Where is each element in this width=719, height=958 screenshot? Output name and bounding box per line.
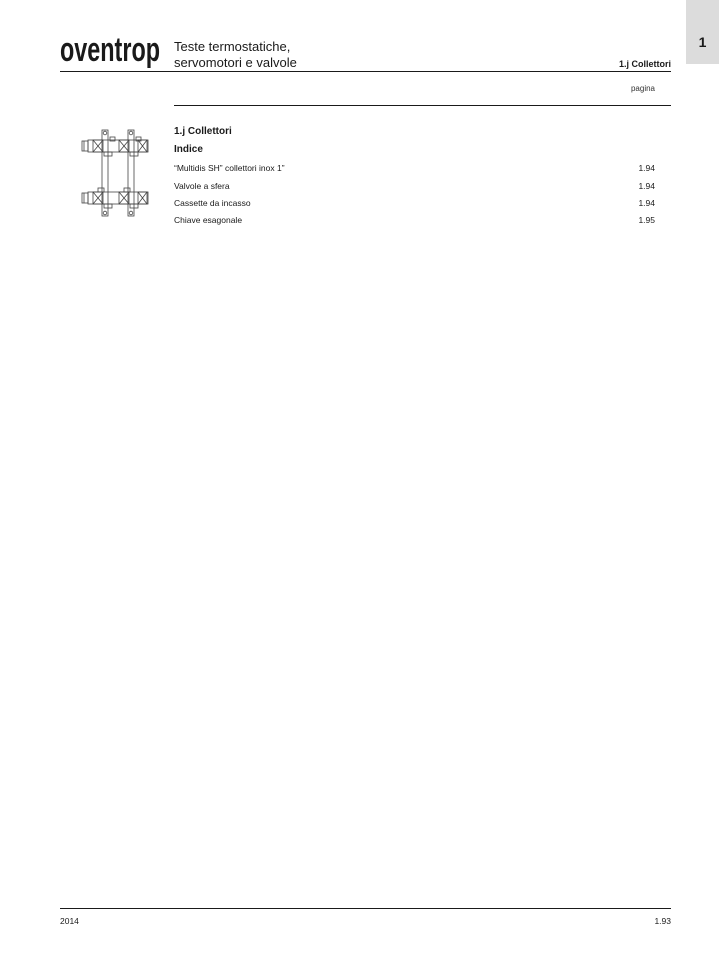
index-row[interactable] <box>174 181 655 193</box>
index-heading: Indice <box>174 144 203 155</box>
index-rule <box>174 105 671 106</box>
index-row[interactable] <box>174 198 655 210</box>
index-row[interactable] <box>174 215 655 227</box>
svg-text:oventrop: oventrop <box>60 31 160 69</box>
title-line-1: Teste termostatiche, <box>174 39 291 54</box>
index-row-label: Cassette da incasso <box>174 198 251 208</box>
index-row[interactable] <box>174 163 655 175</box>
footer-rule <box>60 908 671 909</box>
footer-year: 2014 <box>60 916 79 926</box>
oventrop-logo <box>60 31 160 67</box>
header-rule <box>60 71 671 72</box>
page-column-label: pagina <box>630 84 655 93</box>
index-row-page: 1.94 <box>638 163 655 173</box>
footer-page-number: 1.93 <box>654 916 671 926</box>
index-row-page: 1.94 <box>638 198 655 208</box>
section-label: 1.j Collettori <box>618 59 671 69</box>
manifold-illustration-icon <box>80 126 152 219</box>
index-row-label: Valvole a sfera <box>174 181 230 191</box>
index-row-page: 1.95 <box>638 215 655 225</box>
index-row-page: 1.94 <box>638 181 655 191</box>
chapter-tab <box>686 0 719 64</box>
document-title <box>174 39 297 71</box>
chapter-tab-number: 1 <box>698 34 707 50</box>
index-section-title: 1.j Collettori <box>174 126 232 137</box>
title-line-2: servomotori e valvole <box>174 55 297 70</box>
index-row-label: Chiave esagonale <box>174 215 243 225</box>
index-row-label: “Multidis SH” collettori inox 1” <box>174 163 285 173</box>
